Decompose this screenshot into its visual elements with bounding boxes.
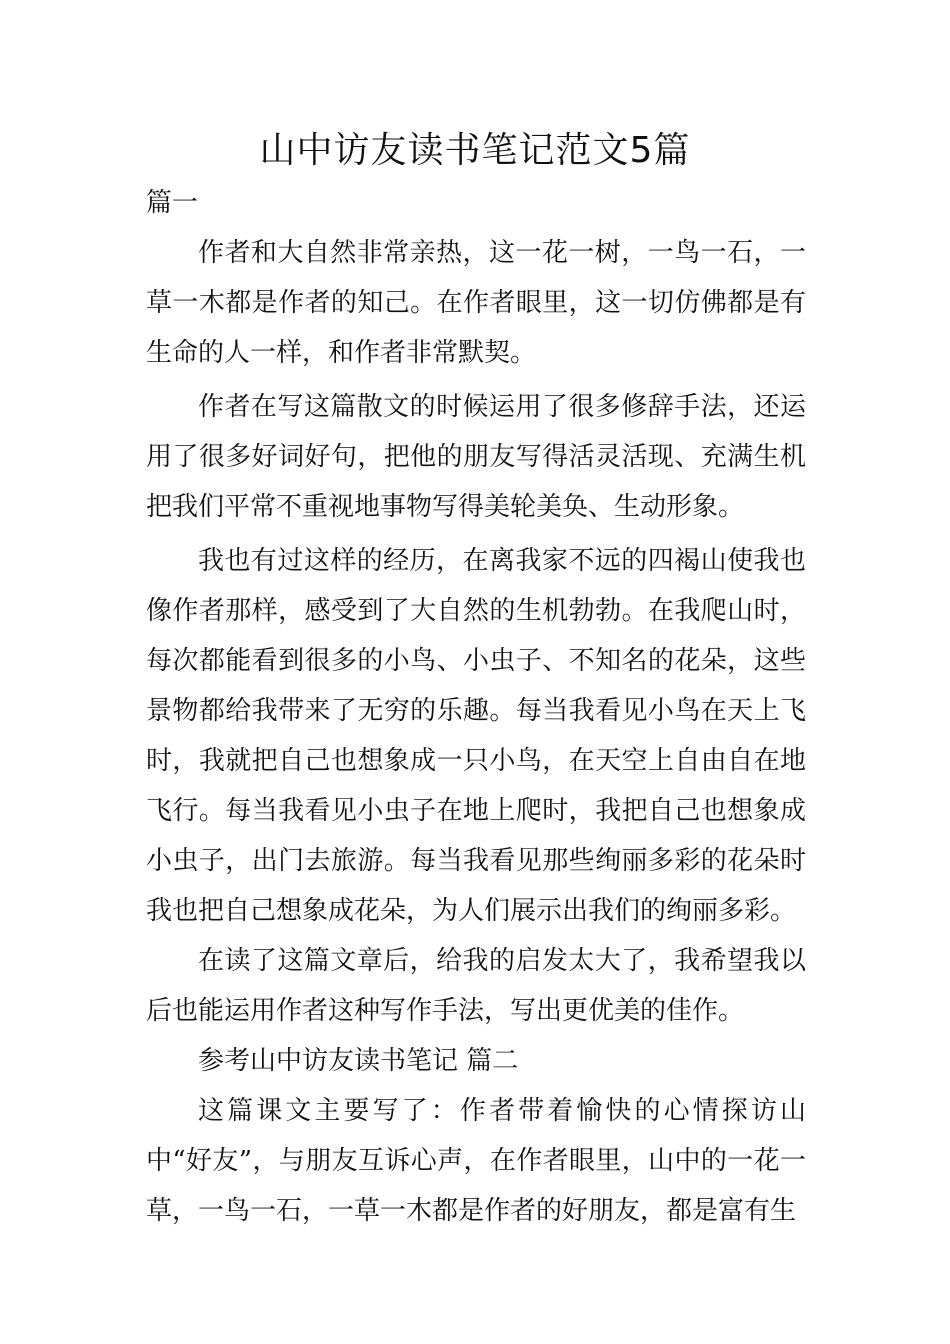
paragraph: 在读了这篇文章后，给我的启发太大了，我希望我以后也能运用作者这种写作手法，写出更优美的佳作。 xyxy=(146,946,806,1026)
document-body xyxy=(146,178,806,1236)
paragraph: 我也有过这样的经历，在离我家不远的四褐山使我也像作者那样，感受到了大自然的生机勃勃。在我爬山时，每次都能看到很多的小鸟、小虫子、不知名的花朵，这些景物都给我带来了无穷的乐趣。每当我看见小鸟在天上飞时，我就把自己也想象成一只小鸟，在天空上自由自在地飞行。每当我看见小虫子在地上爬时，我把自己也想象成小虫子，出门去旅游。每当我看见那些绚丽多彩的花朵时我也把自己想象成花朵，为人们展示出我们的绚丽多彩。 xyxy=(146,546,806,926)
section-two-heading: 参考山中访友读书笔记 篇二 xyxy=(198,1046,519,1076)
section-one-label: 篇一 xyxy=(146,188,199,218)
paragraph: 作者和大自然非常亲热，这一花一树，一鸟一石，一草一木都是作者的知己。在作者眼里，这一切仿佛都是有生命的人一样，和作者非常默契。 xyxy=(146,238,806,368)
document-title: 山中访友读书笔记范文5篇 xyxy=(259,130,691,171)
paragraph: 作者在写这篇散文的时候运用了很多修辞手法，还运用了很多好词好句，把他的朋友写得活灵活现、充满生机把我们平常不重视地事物写得美轮美奂、生动形象。 xyxy=(146,392,806,522)
paragraph: 这篇课文主要写了：作者带着愉快的心情探访山中“好友”，与朋友互诉心声，在作者眼里，山中的一花一草，一鸟一石，一草一木都是作者的好朋友，都是富有生 xyxy=(146,1096,806,1226)
